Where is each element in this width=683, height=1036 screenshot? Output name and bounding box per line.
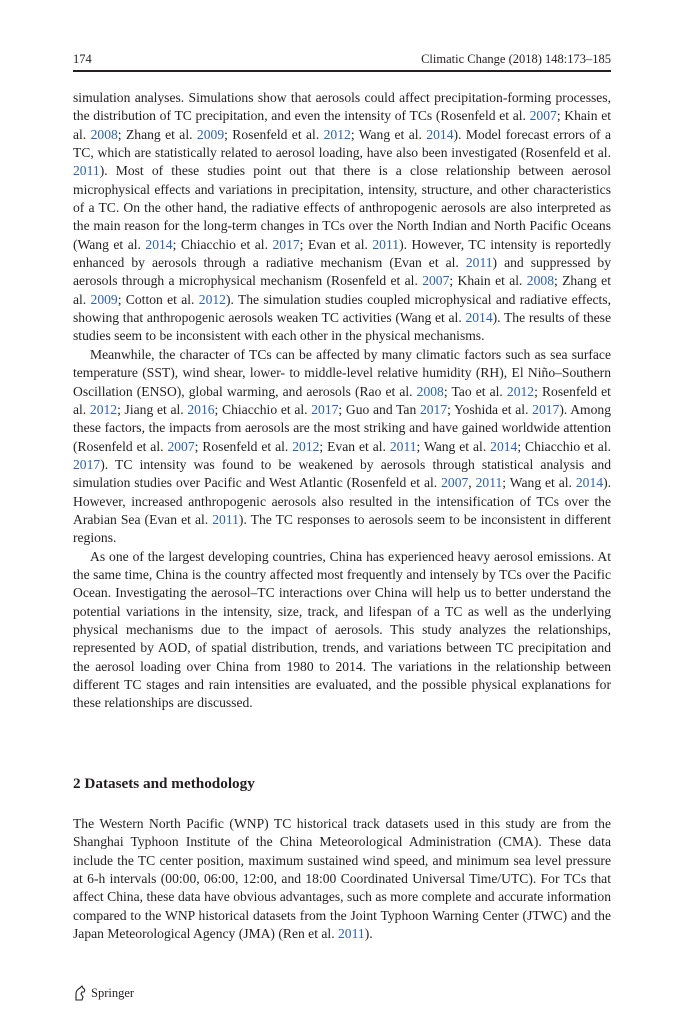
citation-link[interactable]: 2007 — [441, 475, 469, 491]
paragraph: The Western North Pacific (WNP) TC historical track datasets used in this study are from the Shanghai Typhoon Institute of the China Meteorological Administration (CMA). These data include the TC center position, maximum sustained wind speed, and minimum sea level pressure at 6-h intervals (00:00, 06:00, 12:00, and 18:00 Coordinated Universal Time/UTC). For TCs that affect China, these data have obvious advantages, such as more complete and accurate information compared to the WNP historical datasets from the Joint Typhoon Warning Center (JTWC) and the Japan Meteorological Agency (JMA) (Ren et al. 2011). — [73, 816, 611, 942]
citation-link[interactable]: 2014 — [426, 126, 454, 142]
citation-link[interactable]: 2008 — [526, 273, 554, 289]
citation-link[interactable]: 2017 — [419, 401, 448, 417]
citation-link[interactable]: 2009 — [90, 291, 118, 307]
publisher-name: Springer — [91, 985, 135, 1000]
citation-link[interactable]: 2011 — [389, 438, 417, 454]
citation-link[interactable]: 2017 — [73, 456, 101, 472]
citation-link[interactable]: 2012 — [198, 291, 226, 307]
citation-link[interactable]: 2011 — [372, 236, 400, 252]
citation-link[interactable]: 2007 — [167, 438, 195, 454]
citation-link[interactable]: 2011 — [465, 255, 493, 271]
citation-link[interactable]: 2014 — [465, 310, 493, 326]
paragraph: Meanwhile, the character of TCs can be affected by many climatic factors such as sea surface temperature (SST), wind shear, lower- to middle-level relative humidity (RH), El Niño–Southern Oscillation (ENSO), global warming, and aerosols (Rao et al. 2008; Tao et al. 2012; Rosenfeld et al. 2012; Jiang et al. 2016; Chiacchio et al. 2017; Guo and Tan 2017; Yoshida et al. 2017). Among these factors, the impacts from aerosols are the most striking and have gained worldwide attention (Rosenfeld et al. 2007; Rosenfeld et al. 2012; Evan et al. 2011; Wang et al. 2014; Chiacchio et al. 2017). TC intensity was found to be weakened by aerosols through statistical analysis and simulation studies over Pacific and West Atlantic (Rosenfeld et al. 2007, 2011; Wang et al. 2014). However, increased anthropogenic aerosols also resulted in the intensification of TCs over the Arabian Sea (Evan et al. 2011). The TC responses to aerosols seem to be inconsistent in different regions. — [73, 346, 611, 546]
citation-link[interactable]: 2011 — [73, 163, 100, 179]
citation-link[interactable]: 2008 — [90, 126, 118, 142]
citation-link[interactable]: 2014 — [490, 438, 518, 454]
citation-link[interactable]: 2007 — [529, 108, 557, 124]
citation-link[interactable]: 2009 — [196, 126, 225, 142]
citation-link[interactable]: 2007 — [422, 273, 450, 289]
page-number: 174 — [73, 52, 92, 66]
citation-link[interactable]: 2017 — [311, 401, 339, 417]
paragraph: simulation analyses. Simulations show that aerosols could affect precipitation-forming processes, the distribution of TC precipitation, and even the intensity of TCs (Rosenfeld et al. 2007; Khain et al. 2008; Zhang et al. 2009; Rosenfeld et al. 2012; Wang et al. 2014). Model forecast errors of a TC, which are statistically related to aerosol loading, have also been investigated (Rosenfeld et al. 2011). Most of these studies point out that there is a close relationship between aerosol microphysical effects and variations in precipitation, intensity, structure, and other characteristics of a TC. On the other hand, the radiative effects of anthropogenic aerosols are also interpreted as the main reason for the long-term changes in TCs over the North Indian and North Pacific Oceans (Wang et al. 2014; Chiacchio et al. 2017; Evan et al. 2011). However, TC intensity is reportedly enhanced by aerosols through a radiative mechanism (Evan et al. 2011) and suppressed by aerosols through a microphysical mechanism (Rosenfeld et al. 2007; Khain et al. 2008; Zhang et al. 2009; Cotton et al. 2012). The simulation studies coupled microphysical and radiative effects, showing that anthropogenic aerosols weaken TC activities (Wang et al. 2014). The results of these studies seem to be inconsistent with each other in the physical mechanisms. — [73, 90, 612, 344]
intro-text — [73, 89, 611, 713]
citation-link[interactable]: 2017 — [532, 401, 560, 417]
springer-horse-icon — [73, 985, 87, 1001]
citation-link[interactable]: 2012 — [323, 126, 351, 142]
journal-citation: Climatic Change (2018) 148:173–185 — [421, 52, 611, 66]
citation-link[interactable]: 2016 — [187, 401, 215, 417]
citation-link[interactable]: 2011 — [475, 475, 503, 491]
running-header — [73, 52, 611, 72]
citation-link[interactable]: 2011 — [212, 511, 239, 527]
citation-link[interactable]: 2012 — [506, 383, 535, 399]
citation-link[interactable]: 2017 — [272, 236, 300, 252]
citation-link[interactable]: 2014 — [575, 475, 604, 491]
citation-link[interactable]: 2011 — [338, 926, 365, 942]
footer — [73, 985, 134, 1001]
citation-link[interactable]: 2008 — [416, 383, 444, 399]
citation-link[interactable]: 2012 — [292, 438, 320, 454]
section-heading: 2 Datasets and methodology — [73, 775, 255, 792]
citation-link[interactable]: 2012 — [89, 401, 118, 417]
citation-link[interactable]: 2014 — [145, 236, 173, 252]
datasets-text — [73, 815, 611, 943]
paragraph: As one of the largest developing countries, China has experienced heavy aerosol emissions. At the same time, China is the country affected most frequently and intensely by TCs over the Pacific Ocean. Investigating the aerosol–TC interactions over China will help us to better understand the potential variations in the intensity, size, track, and lifespan of a TC as well as the underlying physical mechanisms due to the impact of aerosols. This study analyzes the relationships, represented by AOD, of spatial distribution, trends, and variations between TC precipitation and the aerosol loading over China from 1980 to 2014. The variations in the relationship between different TC stages and rain intensities are evaluated, and the possible physical explanations for these relationships are discussed. — [73, 548, 611, 711]
